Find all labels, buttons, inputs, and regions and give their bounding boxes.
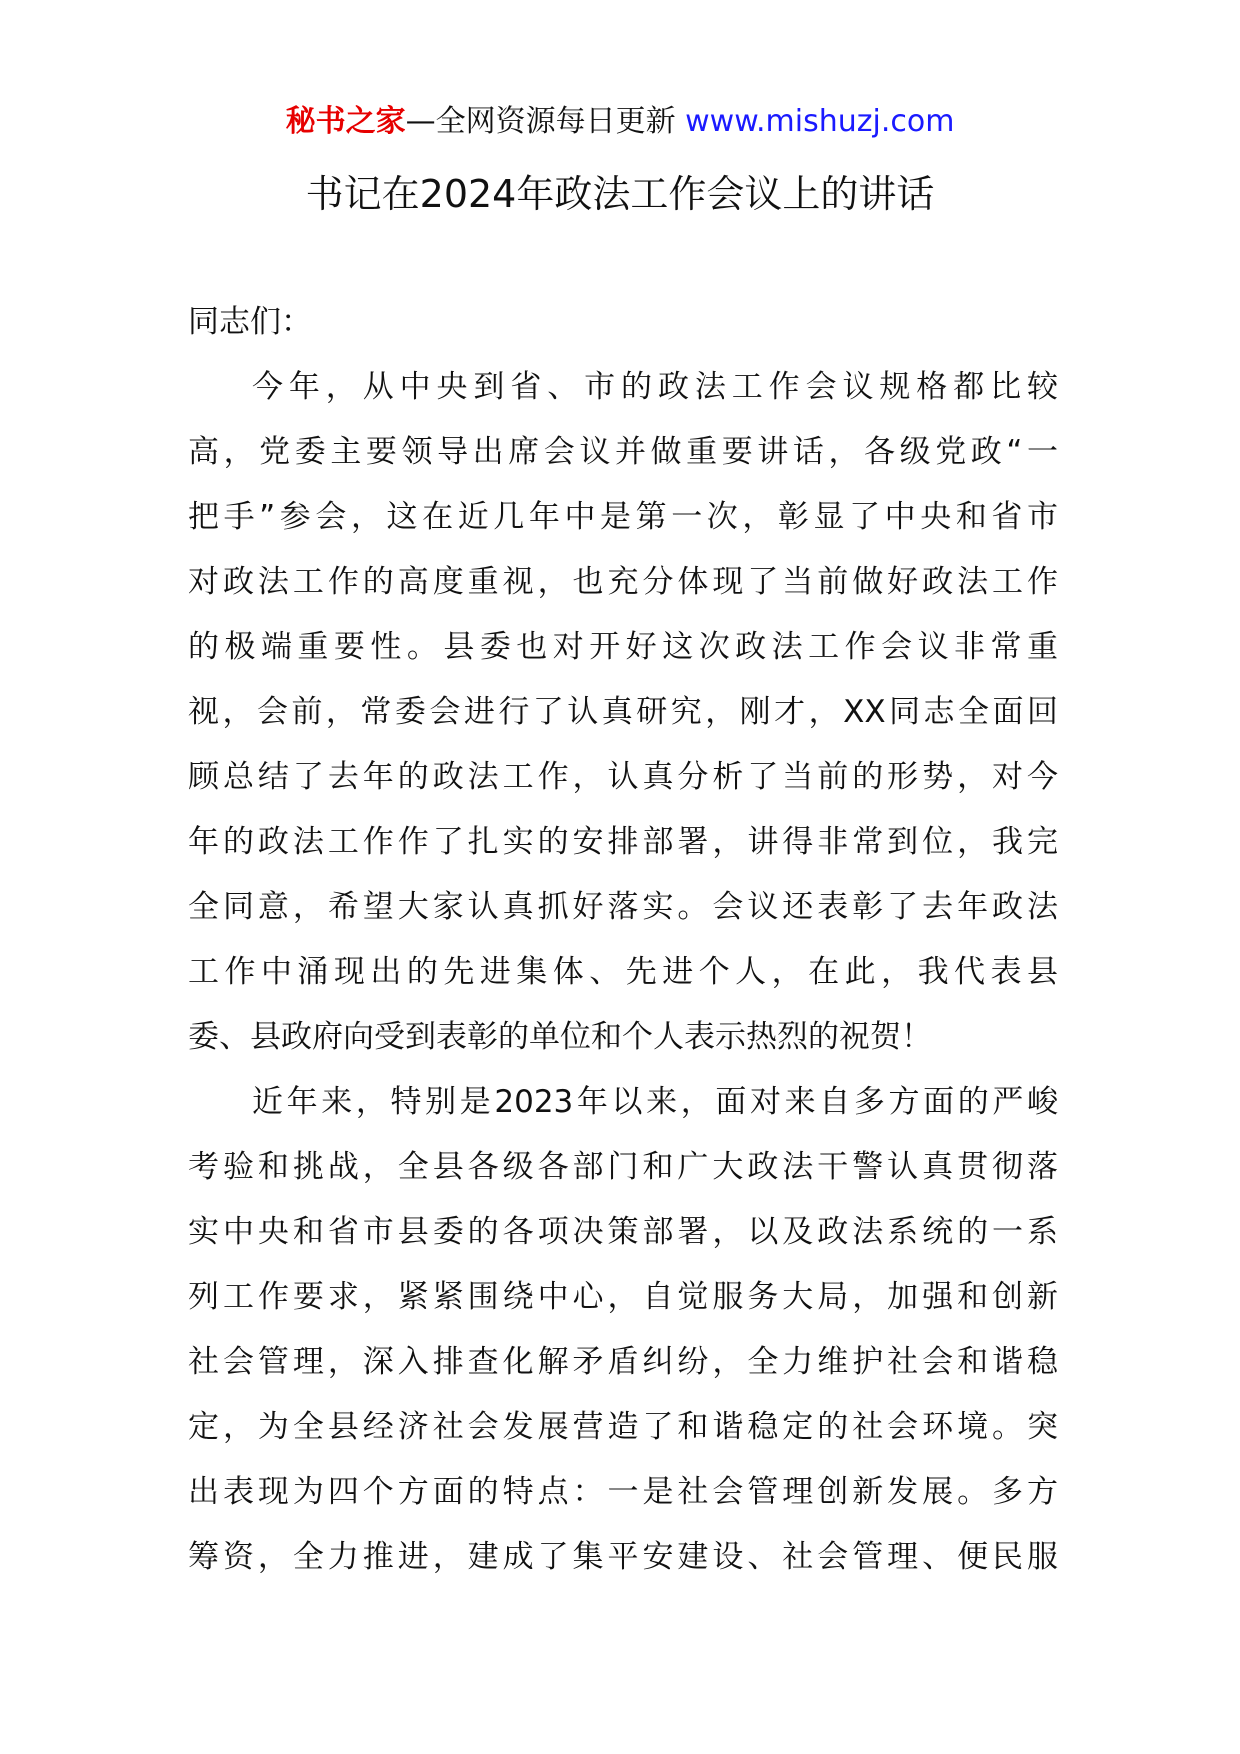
text-line: 的极端重要性。县委也对开好这次政法工作会议非常重 bbox=[188, 629, 1058, 665]
text-line: 列工作要求，紧紧围绕中心，自觉服务大局，加强和创新 bbox=[188, 1279, 1058, 1315]
text-line: 委、县政府向受到表彰的单位和个人表示热烈的祝贺！ bbox=[188, 1019, 932, 1055]
brand-name: 秘书之家 bbox=[285, 104, 406, 139]
text-line: 社会管理，深入排查化解矛盾纠纷，全力维护社会和谐稳 bbox=[188, 1344, 1058, 1380]
text-line: 近年来，特别是2023年以来，面对来自多方面的严峻 bbox=[252, 1084, 1058, 1120]
text-line: 全同意，希望大家认真抓好落实。会议还表彰了去年政法 bbox=[188, 889, 1058, 925]
document-body bbox=[188, 290, 1058, 1590]
paragraph-2 bbox=[188, 1070, 1058, 1590]
text-line: 今年，从中央到省、市的政法工作会议规格都比较 bbox=[252, 369, 1058, 405]
text-line: 高，党委主要领导出席会议并做重要讲话，各级党政“一 bbox=[188, 434, 1058, 470]
site-header bbox=[0, 100, 1240, 144]
document-title: 书记在2024年政法工作会议上的讲话 bbox=[305, 172, 935, 216]
text-line: 出表现为四个方面的特点：一是社会管理创新发展。多方 bbox=[188, 1474, 1058, 1510]
text-line: 实中央和省市县委的各项决策部署，以及政法系统的一系 bbox=[188, 1214, 1058, 1250]
text-line: 定，为全县经济社会发展营造了和谐稳定的社会环境。突 bbox=[188, 1409, 1058, 1445]
paragraph-1 bbox=[188, 355, 1058, 1070]
text-line: 年的政法工作作了扎实的安排部署，讲得非常到位，我完 bbox=[188, 824, 1058, 860]
text-line: 工作中涌现出的先进集体、先进个人，在此，我代表县 bbox=[188, 954, 1058, 990]
salutation: 同志们： bbox=[188, 304, 312, 340]
text-line: 筹资，全力推进，建成了集平安建设、社会管理、便民服 bbox=[188, 1539, 1058, 1575]
text-line: 对政法工作的高度重视，也充分体现了当前做好政法工作 bbox=[188, 564, 1058, 600]
site-slogan: —全网资源每日更新 bbox=[405, 104, 676, 139]
site-url[interactable]: www.mishuzj.com bbox=[685, 104, 955, 139]
text-line: 顾总结了去年的政法工作，认真分析了当前的形势，对今 bbox=[188, 759, 1058, 795]
text-line: 把手”参会，这在近几年中是第一次，彰显了中央和省市 bbox=[188, 499, 1058, 535]
text-line: 考验和挑战，全县各级各部门和广大政法干警认真贯彻落 bbox=[188, 1149, 1058, 1185]
text-line: 视，会前，常委会进行了认真研究，刚才，XX同志全面回 bbox=[188, 694, 1058, 730]
